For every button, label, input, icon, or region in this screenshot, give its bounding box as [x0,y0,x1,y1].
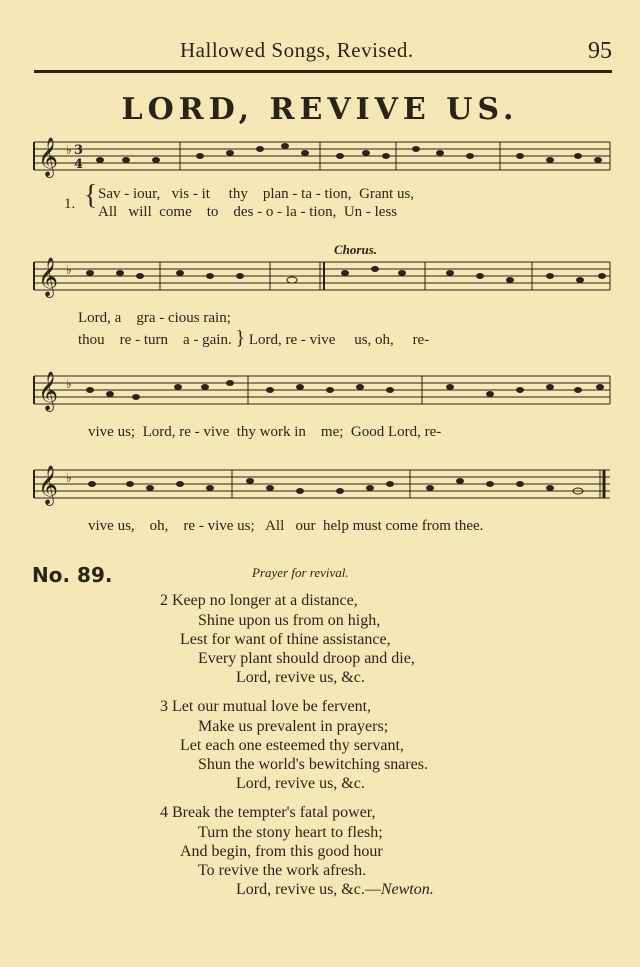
treble-clef-icon: 𝄞 [38,465,59,505]
lyric-word: thou [78,332,105,348]
lyric-word: help must come from thee. [323,518,484,534]
lyric-word: will [128,204,152,220]
stanza-refrain: Lord, revive us, &c. [236,669,365,686]
verse-number: 1. [64,196,76,212]
stanza-line [160,804,376,822]
stanza-number: 2 [160,592,168,609]
lyric-word: All [265,518,285,534]
lyric-word: Lord, re - vive [248,332,336,348]
lyric-word: All [98,204,118,220]
stanza-refrain: Lord, revive us, &c.— [236,881,381,898]
lyric-word: des - o - la - tion, [233,204,337,220]
lyric-word: me; [320,424,344,440]
lyric-word: gra - cious rain; [136,310,231,326]
music-staff-1 [30,134,612,184]
lyric-word: re- [412,332,430,348]
stanza-text: Let our mutual love be fervent, [172,698,372,715]
treble-clef-icon: 𝄞 [38,257,59,297]
lyric-word: oh, [149,518,169,534]
treble-clef-icon: 𝄞 [38,371,59,411]
stanza-line: Let each one esteemed thy servant, [180,737,404,754]
lyric-word: thy work in [236,424,306,440]
hymn-subtitle: Prayer for revival. [252,565,349,580]
header-rule [34,70,612,73]
chorus-brace: } [235,327,246,349]
lyric-word: thy [228,186,248,202]
lyric-word: our [295,518,316,534]
lyric-word: Lord, re - vive [142,424,230,440]
lyric-word: to [206,204,219,220]
music-staff-4 [30,462,612,512]
stanza-text: Keep no longer at a distance, [172,592,358,609]
stanza-text: Break the tempter's fatal power, [172,804,376,821]
lyric-word: plan - ta - tion, [262,186,352,202]
lyric-word: come [159,204,192,220]
stanza-line: Shine upon us from on high, [198,612,381,629]
stanza-line: Every plant should droop and die, [198,650,415,667]
lyric-word: us, oh, [354,332,394,348]
lyric-word: a - gain. [182,332,232,348]
stanza-number: 4 [160,804,168,821]
stanza-refrain-attribution [236,881,434,899]
flat-icon: ♭ [66,143,72,157]
stanza-line: To revive the work afresh. [198,862,367,879]
time-signature-top-icon: 3 [74,143,84,158]
chorus-label: Chorus. [334,242,377,257]
lyric-word: Lord, a [78,310,122,326]
time-signature-bottom-icon: 4 [74,157,84,172]
stanza-line: Lest for want of thine assistance, [180,631,391,648]
flat-icon: ♭ [66,377,72,391]
page-number: 95 [588,38,612,64]
hymn-title: LORD, REVIVE US. [121,92,519,127]
lyric-word: Un - less [343,204,398,220]
lyric-word: Sav - iour, [98,186,161,202]
stanza-refrain: Lord, revive us, &c. [236,775,365,792]
stanza-line [160,698,371,716]
music-staff-3 [30,368,612,418]
lyric-word: Grant us, [359,186,415,202]
running-title: Hallowed Songs, Revised. [180,38,414,62]
lyric-line-2a [78,310,231,327]
author-name: Newton. [380,881,434,898]
flat-icon: ♭ [66,471,72,485]
flat-icon: ♭ [66,263,72,277]
hymn-number: No. 89. [32,563,113,587]
lyric-word: re - turn [119,332,168,348]
lyric-word: vive us; [88,424,136,440]
stanza-line: And begin, from this good hour [180,843,383,860]
lyric-line-1a [98,186,414,203]
stanza-line: Turn the stony heart to flesh; [198,824,383,841]
stanza-line [160,592,358,610]
lyric-line-4 [88,518,483,535]
lyric-word: vis - it [171,186,210,202]
lyric-line-2b [78,328,429,349]
treble-clef-icon: 𝄞 [38,137,59,177]
music-staff-2 [30,254,612,304]
lyric-line-1b [98,204,397,221]
verse-brace: { [84,180,98,211]
lyric-word: vive us, [88,518,135,534]
lyric-line-3 [88,424,441,441]
stanza-line: Make us prevalent in prayers; [198,718,389,735]
lyric-word: re - vive us; [183,518,255,534]
stanza-line: Shun the world's bewitching snares. [198,756,428,773]
lyric-word: Good Lord, re- [350,424,442,440]
stanza-number: 3 [160,698,168,715]
